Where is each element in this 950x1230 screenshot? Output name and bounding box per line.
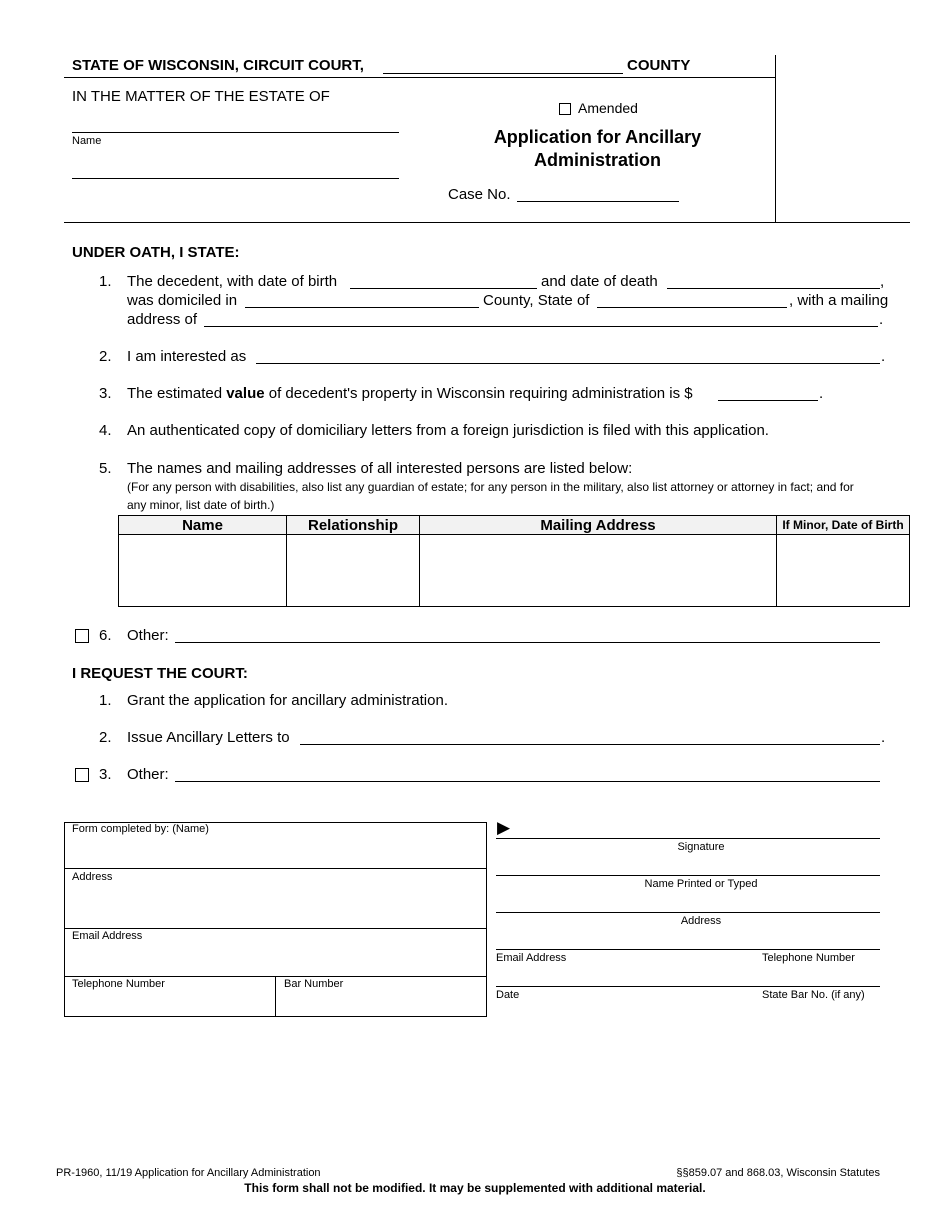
column-header-minor-dob: If Minor, Date of Birth <box>777 516 910 535</box>
amended-label: Amended <box>578 100 638 116</box>
estate-matter-label: IN THE MATTER OF THE ESTATE OF <box>72 88 330 105</box>
completed-by-phone-label: Telephone Number <box>72 978 165 990</box>
request-item1-num: 1. <box>99 692 112 709</box>
mailing-address-field[interactable] <box>204 326 878 327</box>
signature-arrow-icon: ▶ <box>497 818 511 837</box>
completed-by-name-label: Form completed by: (Name) <box>72 823 209 835</box>
county-label: COUNTY <box>627 57 691 74</box>
oath-item3-period: . <box>819 385 824 402</box>
oath-item2-num: 2. <box>99 348 112 365</box>
request-other-field[interactable] <box>175 781 880 782</box>
form-title-line1: Application for Ancillary <box>493 127 702 147</box>
request-item2-text: Issue Ancillary Letters to <box>127 729 290 746</box>
oath-item1-comma: , <box>880 273 885 290</box>
case-no-label: Case No. <box>448 186 511 203</box>
form-title-line2: Administration <box>533 150 661 170</box>
signer-address-line[interactable] <box>496 912 880 913</box>
printed-name-line[interactable] <box>496 875 880 876</box>
oath-item1-text-d: was domiciled in <box>127 292 238 309</box>
oath-other-field[interactable] <box>175 642 880 643</box>
relationship-cell[interactable] <box>287 535 420 607</box>
footer-form-id: PR-1960, 11/19 Application for Ancillary Administration <box>56 1167 321 1179</box>
interest-field[interactable] <box>256 363 880 364</box>
request-item3-text: Other: <box>127 766 169 783</box>
signer-email-label: Email Address <box>496 952 567 964</box>
oath-item5-num: 5. <box>99 460 112 477</box>
column-header-relationship: Relationship <box>287 516 420 535</box>
signature-label: Signature <box>677 841 725 853</box>
request-other-checkbox[interactable] <box>75 768 89 782</box>
completed-by-divider-2 <box>64 928 487 929</box>
mailing-address-cell[interactable] <box>420 535 777 607</box>
column-header-mailing-address: Mailing Address <box>420 516 777 535</box>
request-item1-text: Grant the application for ancillary administration. <box>127 692 448 709</box>
oath-item1-text-e: County, State of <box>483 292 590 309</box>
signer-email-phone-line[interactable] <box>496 949 880 950</box>
request-item2-period: . <box>881 729 886 746</box>
oath-heading: UNDER OATH, I STATE: <box>72 244 240 261</box>
request-item2-num: 2. <box>99 729 112 746</box>
completed-by-bar-label: Bar Number <box>284 978 344 990</box>
estate-name-field-2[interactable] <box>72 178 399 179</box>
header-bottom-divider <box>64 222 910 223</box>
domicile-state-field[interactable] <box>597 307 787 308</box>
letters-to-field[interactable] <box>300 744 880 745</box>
footer-notice: This form shall not be modified. It may be supplemented with additional material. <box>244 1181 706 1195</box>
signer-address-label: Address <box>680 915 722 927</box>
oath-item2-period: . <box>881 348 886 365</box>
oath-item1-num: 1. <box>99 273 112 290</box>
date-of-death-field[interactable] <box>667 288 880 289</box>
signer-date-bar-line[interactable] <box>496 986 880 987</box>
minor-dob-cell[interactable] <box>777 535 910 607</box>
header-divider <box>64 77 776 78</box>
oath-item1-text-a: The decedent, with date of birth <box>127 273 338 290</box>
estate-name-field[interactable] <box>72 132 399 133</box>
case-no-field[interactable] <box>517 201 679 202</box>
oath-item6-num: 6. <box>99 627 112 644</box>
date-of-birth-field[interactable] <box>350 288 537 289</box>
oath-item4-text: An authenticated copy of domiciliary letters from a foreign jurisdiction is filed with this application. <box>127 422 769 439</box>
completed-by-email-label: Email Address <box>72 930 143 942</box>
name-cell[interactable] <box>119 535 287 607</box>
oath-item3-num: 3. <box>99 385 112 402</box>
request-heading: I REQUEST THE COURT: <box>72 665 248 682</box>
oath-item1-text-f: , with a mailing <box>789 292 889 309</box>
signer-date-label: Date <box>496 989 520 1001</box>
oath-item4-num: 4. <box>99 422 112 439</box>
oath-item2-text: I am interested as <box>127 348 247 365</box>
completed-by-address-label: Address <box>72 871 113 883</box>
oath-item6-text: Other: <box>127 627 169 644</box>
printed-name-label: Name Printed or Typed <box>644 878 758 890</box>
header-right-border <box>775 55 776 223</box>
court-label: STATE OF WISCONSIN, CIRCUIT COURT, <box>72 57 364 74</box>
amended-checkbox[interactable] <box>559 103 571 115</box>
table-row <box>119 535 910 607</box>
estate-name-label: Name <box>72 135 102 147</box>
oath-item5-note2: any minor, list date of birth.) <box>127 498 275 512</box>
footer-statutes: §§859.07 and 868.03, Wisconsin Statutes <box>676 1167 880 1179</box>
county-field[interactable] <box>383 73 623 74</box>
domicile-county-field[interactable] <box>245 307 479 308</box>
oath-item1-text-g: address of <box>127 311 198 328</box>
signer-phone-label: Telephone Number <box>762 952 855 964</box>
signer-bar-label: State Bar No. (if any) <box>762 989 865 1001</box>
oath-item5-note1: (For any person with disabilities, also list any guardian of estate; for any person in the military, also list attorney or attorney in fact; and for <box>127 480 854 494</box>
signature-line[interactable] <box>496 838 880 839</box>
interested-persons-table <box>118 515 910 607</box>
oath-item5-text: The names and mailing addresses of all interested persons are listed below: <box>127 460 633 477</box>
request-item3-num: 3. <box>99 766 112 783</box>
oath-item1-text-b: and date of death <box>541 273 658 290</box>
table-header-row <box>119 516 910 535</box>
oath-item1-period: . <box>879 311 884 328</box>
completed-by-divider-1 <box>64 868 487 869</box>
property-value-field[interactable] <box>718 400 818 401</box>
column-header-name: Name <box>119 516 287 535</box>
oath-other-checkbox[interactable] <box>75 629 89 643</box>
oath-item3-text: The estimated value of decedent's property in Wisconsin requiring administration is $ <box>127 385 693 402</box>
completed-by-divider-vertical <box>275 976 276 1017</box>
